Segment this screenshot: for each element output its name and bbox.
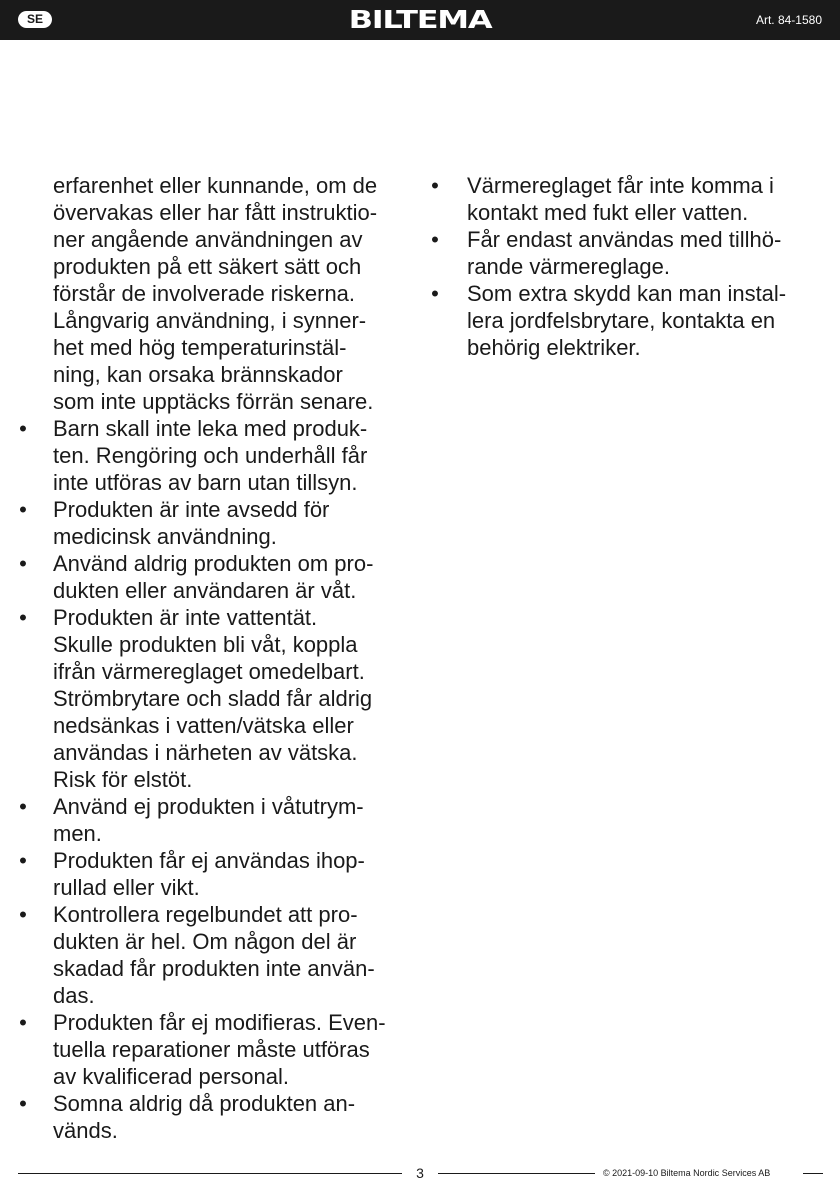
text-line: Värmereglaget får inte komma i bbox=[467, 173, 774, 198]
text-line: Strömbrytare och sladd får aldrig bbox=[53, 686, 373, 711]
text-line: Långvarig användning, i synner- bbox=[53, 308, 367, 333]
text-line: Produkten är inte avsedd för bbox=[53, 497, 330, 522]
text-line: Somna aldrig då produkten an- bbox=[53, 1091, 356, 1116]
list-item bbox=[16, 901, 416, 1009]
text-line: Använd aldrig produkten om pro- bbox=[53, 551, 374, 576]
text-line: het med hög temperaturinstäl- bbox=[53, 335, 347, 360]
text-line: skadad får produkten inte använ- bbox=[53, 956, 375, 981]
list-item bbox=[16, 1009, 416, 1090]
text-line: Barn skall inte leka med produk- bbox=[53, 416, 368, 441]
language-badge: SE bbox=[18, 11, 52, 28]
text-line: rande värmereglage. bbox=[467, 254, 671, 279]
list-item bbox=[16, 496, 416, 550]
list-item bbox=[16, 847, 416, 901]
text-line: Risk för elstöt. bbox=[53, 767, 193, 792]
text-line: behörig elektriker. bbox=[467, 335, 641, 360]
text-line: ner angående användningen av bbox=[53, 227, 363, 252]
footer-divider bbox=[18, 1173, 402, 1174]
text-line: inte utföras av barn utan tillsyn. bbox=[53, 470, 358, 495]
text-line: Produkten är inte vattentät. bbox=[53, 605, 318, 630]
bullet-marker: • bbox=[431, 173, 439, 198]
text-line: förstår de involverade riskerna. bbox=[53, 281, 356, 306]
intro-paragraph bbox=[16, 172, 416, 415]
bullet-marker: • bbox=[19, 848, 27, 873]
bullet-marker: • bbox=[431, 281, 439, 306]
bullet-marker: • bbox=[19, 1010, 27, 1035]
bullet-marker: • bbox=[19, 416, 27, 441]
text-line: dukten är hel. Om någon del är bbox=[53, 929, 357, 954]
bullet-marker: • bbox=[19, 1091, 27, 1116]
list-item bbox=[428, 226, 823, 280]
text-line: ten. Rengöring och underhåll får bbox=[53, 443, 368, 468]
text-line: Som extra skydd kan man instal- bbox=[467, 281, 787, 306]
text-line: kontakt med fukt eller vatten. bbox=[467, 200, 749, 225]
copyright-notice: © 2021-09-10 Biltema Nordic Services AB bbox=[603, 1168, 771, 1178]
article-number: Art. 84-1580 bbox=[755, 13, 822, 27]
text-line: men. bbox=[53, 821, 102, 846]
text-line: av kvalificerad personal. bbox=[53, 1064, 290, 1089]
text-line: erfarenhet eller kunnande, om de bbox=[53, 173, 378, 198]
text-line: övervakas eller har fått instruktio- bbox=[53, 200, 378, 225]
text-line: das. bbox=[53, 983, 95, 1008]
footer-divider bbox=[803, 1173, 823, 1174]
text-line: rullad eller vikt. bbox=[53, 875, 200, 900]
list-item bbox=[16, 415, 416, 496]
text-line: tuella reparationer måste utföras bbox=[53, 1037, 370, 1062]
bullet-marker: • bbox=[19, 497, 27, 522]
left-column bbox=[16, 172, 416, 1144]
bullet-marker: • bbox=[19, 605, 27, 630]
text-line: användas i närheten av vätska. bbox=[53, 740, 358, 765]
text-line: Produkten får ej modifieras. Even- bbox=[53, 1010, 386, 1035]
footer-divider bbox=[438, 1173, 595, 1174]
bullet-marker: • bbox=[19, 902, 27, 927]
list-item bbox=[428, 172, 823, 226]
text-line: dukten eller användaren är våt. bbox=[53, 578, 357, 603]
text-line: Använd ej produkten i våtutrym- bbox=[53, 794, 364, 819]
bullet-marker: • bbox=[431, 227, 439, 252]
list-item bbox=[16, 793, 416, 847]
page-header bbox=[0, 0, 840, 40]
brand-logo: BILTEMA bbox=[348, 5, 492, 34]
text-line: som inte upptäcks förrän senare. bbox=[53, 389, 374, 414]
text-line: ning, kan orsaka brännskador bbox=[53, 362, 343, 387]
text-line: Får endast användas med tillhö- bbox=[467, 227, 782, 252]
list-item bbox=[16, 604, 416, 793]
text-line: nedsänkas i vatten/vätska eller bbox=[53, 713, 354, 738]
bullet-marker: • bbox=[19, 794, 27, 819]
text-line: produkten på ett säkert sätt och bbox=[53, 254, 362, 279]
text-line: Skulle produkten bli våt, koppla bbox=[53, 632, 358, 657]
text-line: vänds. bbox=[53, 1118, 118, 1143]
list-item bbox=[16, 550, 416, 604]
text-line: medicinsk användning. bbox=[53, 524, 277, 549]
text-line: ifrån värmereglaget omedelbart. bbox=[53, 659, 365, 684]
text-line: Kontrollera regelbundet att pro- bbox=[53, 902, 358, 927]
text-line: lera jordfelsbrytare, kontakta en bbox=[467, 308, 776, 333]
bullet-marker: • bbox=[19, 551, 27, 576]
text-line: Produkten får ej användas ihop- bbox=[53, 848, 365, 873]
page-number: 3 bbox=[416, 1165, 424, 1181]
list-item bbox=[16, 1090, 416, 1144]
right-column bbox=[428, 172, 823, 361]
list-item bbox=[428, 280, 823, 361]
